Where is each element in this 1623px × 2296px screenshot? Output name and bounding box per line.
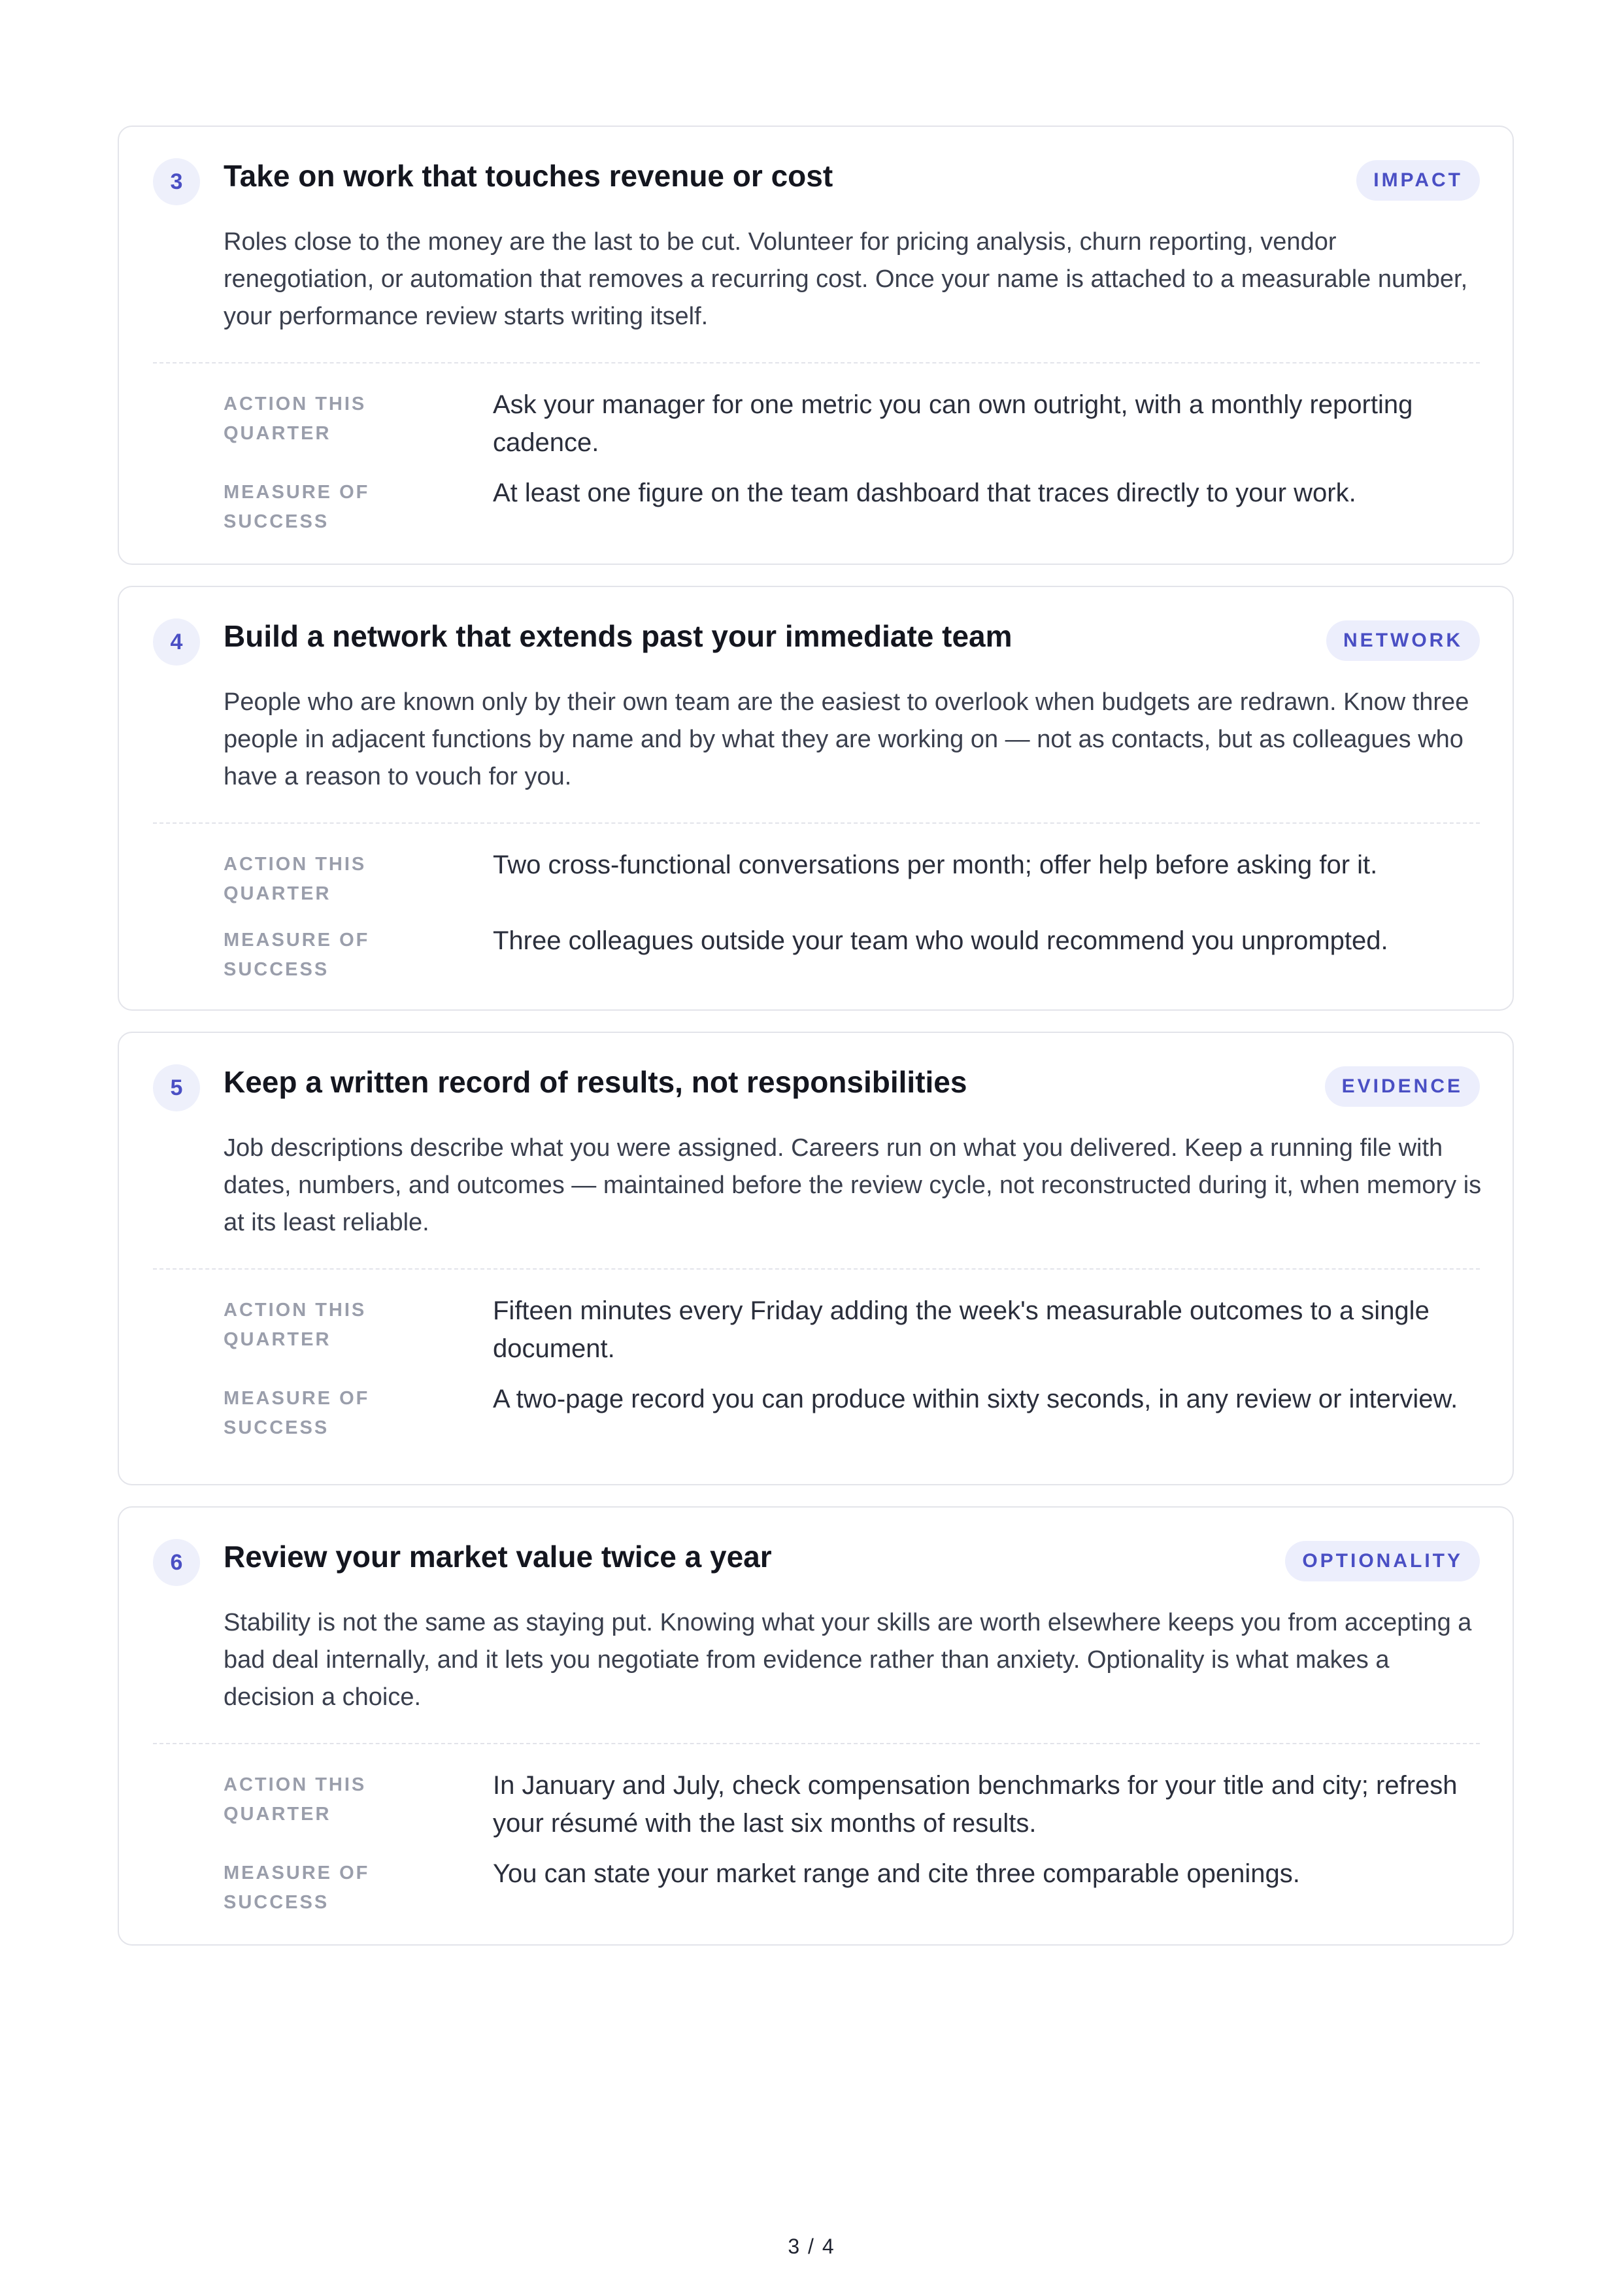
measure-label: MEASURE OF SUCCESS bbox=[224, 1388, 370, 1438]
measure-value: At least one figure on the team dashboard that traces directly to your work. bbox=[493, 479, 1356, 507]
card-description: People who are known only by their own team are the easiest to overlook when budgets are redrawn. Know three people in adjacent functions by name and by what they are working on — not as contacts, but as colleagues who have a reason to vouch for you. bbox=[224, 688, 1469, 790]
action-value: Two cross-functional conversations per month; offer help before asking for it. bbox=[493, 851, 1378, 879]
card-title: Build a network that extends past your immediate team bbox=[224, 619, 1012, 653]
category-badge: IMPACT bbox=[1356, 160, 1480, 201]
action-value: Ask your manager for one metric you can own outright, with a monthly reporting cadence. bbox=[493, 390, 1413, 457]
card-number: 3 bbox=[153, 158, 200, 205]
card-title: Take on work that touches revenue or cost bbox=[224, 159, 833, 193]
principle-card-impact bbox=[118, 126, 1514, 565]
card-divider bbox=[153, 1268, 1480, 1270]
card-number: 6 bbox=[153, 1539, 200, 1586]
action-label: ACTION THIS QUARTER bbox=[224, 854, 367, 904]
measure-label: MEASURE OF SUCCESS bbox=[224, 930, 370, 980]
measure-label: MEASURE OF SUCCESS bbox=[224, 1863, 370, 1913]
action-label: ACTION THIS QUARTER bbox=[224, 1774, 367, 1825]
measure-value: Three colleagues outside your team who would recommend you unprompted. bbox=[493, 926, 1388, 955]
measure-label: MEASURE OF SUCCESS bbox=[224, 482, 370, 532]
card-divider bbox=[153, 822, 1480, 824]
page-indicator: 3 / 4 bbox=[788, 2235, 835, 2258]
action-value: Fifteen minutes every Friday adding the week's measurable outcomes to a single document. bbox=[493, 1296, 1430, 1363]
card-divider bbox=[153, 1743, 1480, 1744]
card-description: Roles close to the money are the last to be cut. Volunteer for pricing analysis, churn reporting, vendor renegotiation, or automation that removes a recurring cost. Once your name is attached to a measurable number, your performance review starts writing itself. bbox=[224, 228, 1468, 330]
category-badge: OPTIONALITY bbox=[1285, 1541, 1480, 1581]
measure-value: A two-page record you can produce within sixty seconds, in any review or interview. bbox=[493, 1385, 1458, 1413]
category-badge: NETWORK bbox=[1326, 620, 1480, 661]
action-label: ACTION THIS QUARTER bbox=[224, 394, 367, 444]
card-divider bbox=[153, 362, 1480, 363]
principle-card-network bbox=[118, 586, 1514, 1011]
category-badge: EVIDENCE bbox=[1325, 1066, 1480, 1107]
card-description: Job descriptions describe what you were assigned. Careers run on what you delivered. Keep a running file with dates, numbers, and outcomes — maintained before the review cycle, not reconstructed during it, when memory is at its least reliable. bbox=[224, 1134, 1482, 1236]
card-number: 4 bbox=[153, 618, 200, 666]
action-value: In January and July, check compensation benchmarks for your title and city; refresh your résumé with the last six months of results. bbox=[493, 1771, 1458, 1838]
card-title: Review your market value twice a year bbox=[224, 1540, 772, 1574]
principle-card-optionality bbox=[118, 1506, 1514, 1946]
card-description: Stability is not the same as staying put. Knowing what your skills are worth elsewhere keeps you from accepting a bad deal internally, and it lets you negotiate from evidence rather than anxiety. Optionality is what makes a decision a choice. bbox=[224, 1609, 1472, 1711]
action-label: ACTION THIS QUARTER bbox=[224, 1300, 367, 1350]
card-number: 5 bbox=[153, 1064, 200, 1111]
measure-value: You can state your market range and cite three comparable openings. bbox=[493, 1859, 1300, 1888]
card-title: Keep a written record of results, not responsibilities bbox=[224, 1065, 967, 1099]
principle-card-evidence bbox=[118, 1032, 1514, 1485]
